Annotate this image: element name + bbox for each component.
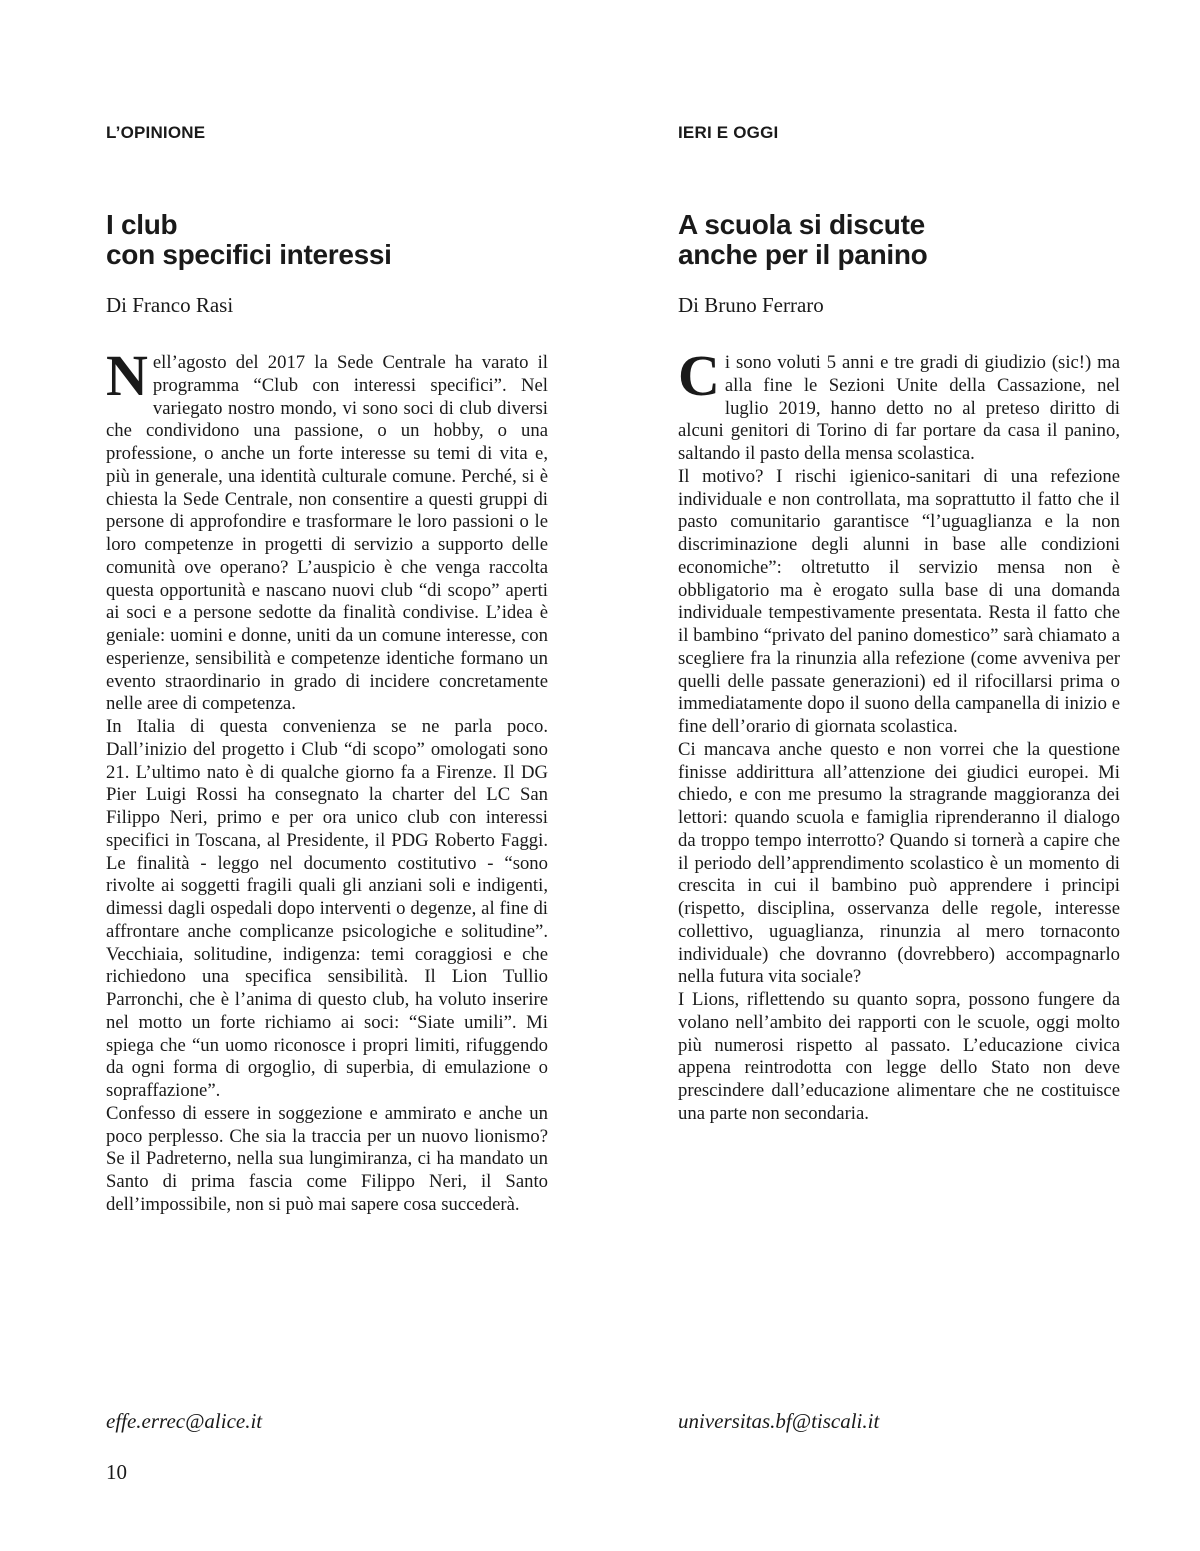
title-line: I club [106,209,178,240]
paragraph: In Italia di questa convenienza se ne parla poco. Dall’inizio del progetto i Club “di scopo” omologati sono 21. L’ultimo nato è di qualche giorno fa a Firenze. Il DG Pier Luigi Rossi ha consegnato la charter del LC San Filippo Neri, primo e per ora unico club con interessi specifici in Toscana, al Presidente, il PDG Roberto Faggi. Le finalità - leggo nel documento costitutivo - “sono rivolte ai soggetti fragili quali gli anziani soli e indigenti, dimessi dagli ospedali dopo interventi o degenze, al fine di affrontare anche complicanze psicologiche e solitudine”. Vecchiaia, solitudine, indigenza: temi coraggiosi e che richiedono una specifica sensibilità. Il Lion Tullio Parronchi, che è l’anima di questo club, ha voluto inserire nel motto un forte richiamo ai soci: “Siate umili”. Mi spiega che “un uomo riconosce i propri limiti, rifuggendo da ogni forma di orgoglio, di superbia, di emulazione o sopraffazione”. [106,716,548,1101]
paragraph: I Lions, riflettendo su quanto sopra, possono fungere da volano nell’ambito dei rapporti con le scuole, oggi molto più numerosi rispetto al passato. L’educazione civica appena reintrodotta con legge dello Stato non deve prescindere dall’educazione alimentare che ne costituisce una parte non secondaria. [678,989,1120,1124]
article-body [106,343,548,1217]
paragraph [678,343,1120,466]
article-body [678,343,1120,1126]
paragraph: Il motivo? I rischi igienico-sanitari di una refezione individuale e non controllata, ma soprattutto il fatto che il pasto comunitario garantisce “l’uguaglianza e la non discriminazione degli alunni in base alle condizioni economiche”: oltretutto il servizio mensa non è obbligatorio ma è erogato sulla base di una domanda individuale tempestivamente presentata. Resta il fatto che il bambino “privato del panino domestico” sarà chiamato a scegliere fra la rinunzia alla refezione (come avveniva per quelli delle passate generazioni) ed il rifocillarsi prima o immediatamente dopo il suono della campanella di inizio e fine dell’orario di giornata scolastica. [678,465,1120,737]
paragraph [106,343,548,716]
page-number: 10 [106,1460,127,1484]
title-line: A scuola si discute [678,209,925,240]
byline: Di Franco Rasi [106,293,234,317]
author-email: effe.errec@alice.it [106,1409,263,1433]
section-label: L’OPINIONE [106,123,206,142]
paragraph: Ci mancava anche questo e non vorrei che la questione finisse addirittura all’attenzione dei giudici europei. Mi chiedo, e con me presumo la stragrande maggioranza dei lettori: quando scuola e famiglia riprenderanno il dialogo da troppo tempo interrotto? Quando si tornerà a capire che il periodo dell’apprendimento scolastico è un momento di crescita in cui il bambino può apprendere i principi (rispetto, disciplina, osservanza delle regole, interesse collettivo, uguaglianza, rinunzia al mero tornaconto individuale) che dovranno (dovrebbero) accompagnarlo nella futura vita sociale? [678,738,1120,988]
byline: Di Bruno Ferraro [678,293,824,317]
title-line: con specifici interessi [106,239,392,270]
article-title [678,210,927,270]
paragraph-text: ell’agosto del 2017 la Sede Centrale ha varato il programma “Club con interessi specifici”. Nel variegato nostro mondo, vi sono soci di club diversi che condividono una passione, o un hobby, o una professione, o anche un forte interesse su temi di vita e, più in generale, una identità culturale comune. Perché, si è chiesta la Sede Centrale, non consentire a questi gruppi di persone di approfondire e trasformare le loro passioni o le loro competenze in progetti di servizio a supporto delle comunità ove operano? L’auspicio è che venga raccolta questa opportunità e nascano nuovi club “di scopo” aperti ai soci e a persone sedotte da finalità condivise. L’idea è geniale: uomini e donne, uniti da un comune interesse, con esperienze, sensibilità e competenze identiche formano un evento straordinario in grado di incidere concretamente nelle aree di competenza. [106,352,548,715]
paragraph-text: i sono voluti 5 anni e tre gradi di giudizio (sic!) ma alla fine le Sezioni Unite della Cassazione, nel luglio 2019, hanno detto no al preteso diritto di alcuni genitori di Torino di far portare da casa il panino, saltando il pasto della mensa scolastica. [678,352,1120,464]
title-line: anche per il panino [678,239,928,270]
section-label: IERI E OGGI [678,123,779,142]
author-email: universitas.bf@tiscali.it [678,1409,880,1433]
article-title [106,210,392,270]
paragraph: Confesso di essere in soggezione e ammirato e anche un poco perplesso. Che sia la traccia per un nuovo lionismo? Se il Padreterno, nella sua lungimiranza, ci ha mandato un Santo di prima fascia come Filippo Neri, il Santo dell’impossibile, non si può mai sapere cosa succederà. [106,1102,548,1215]
drop-cap: C [678,343,720,408]
drop-cap: N [106,343,148,408]
